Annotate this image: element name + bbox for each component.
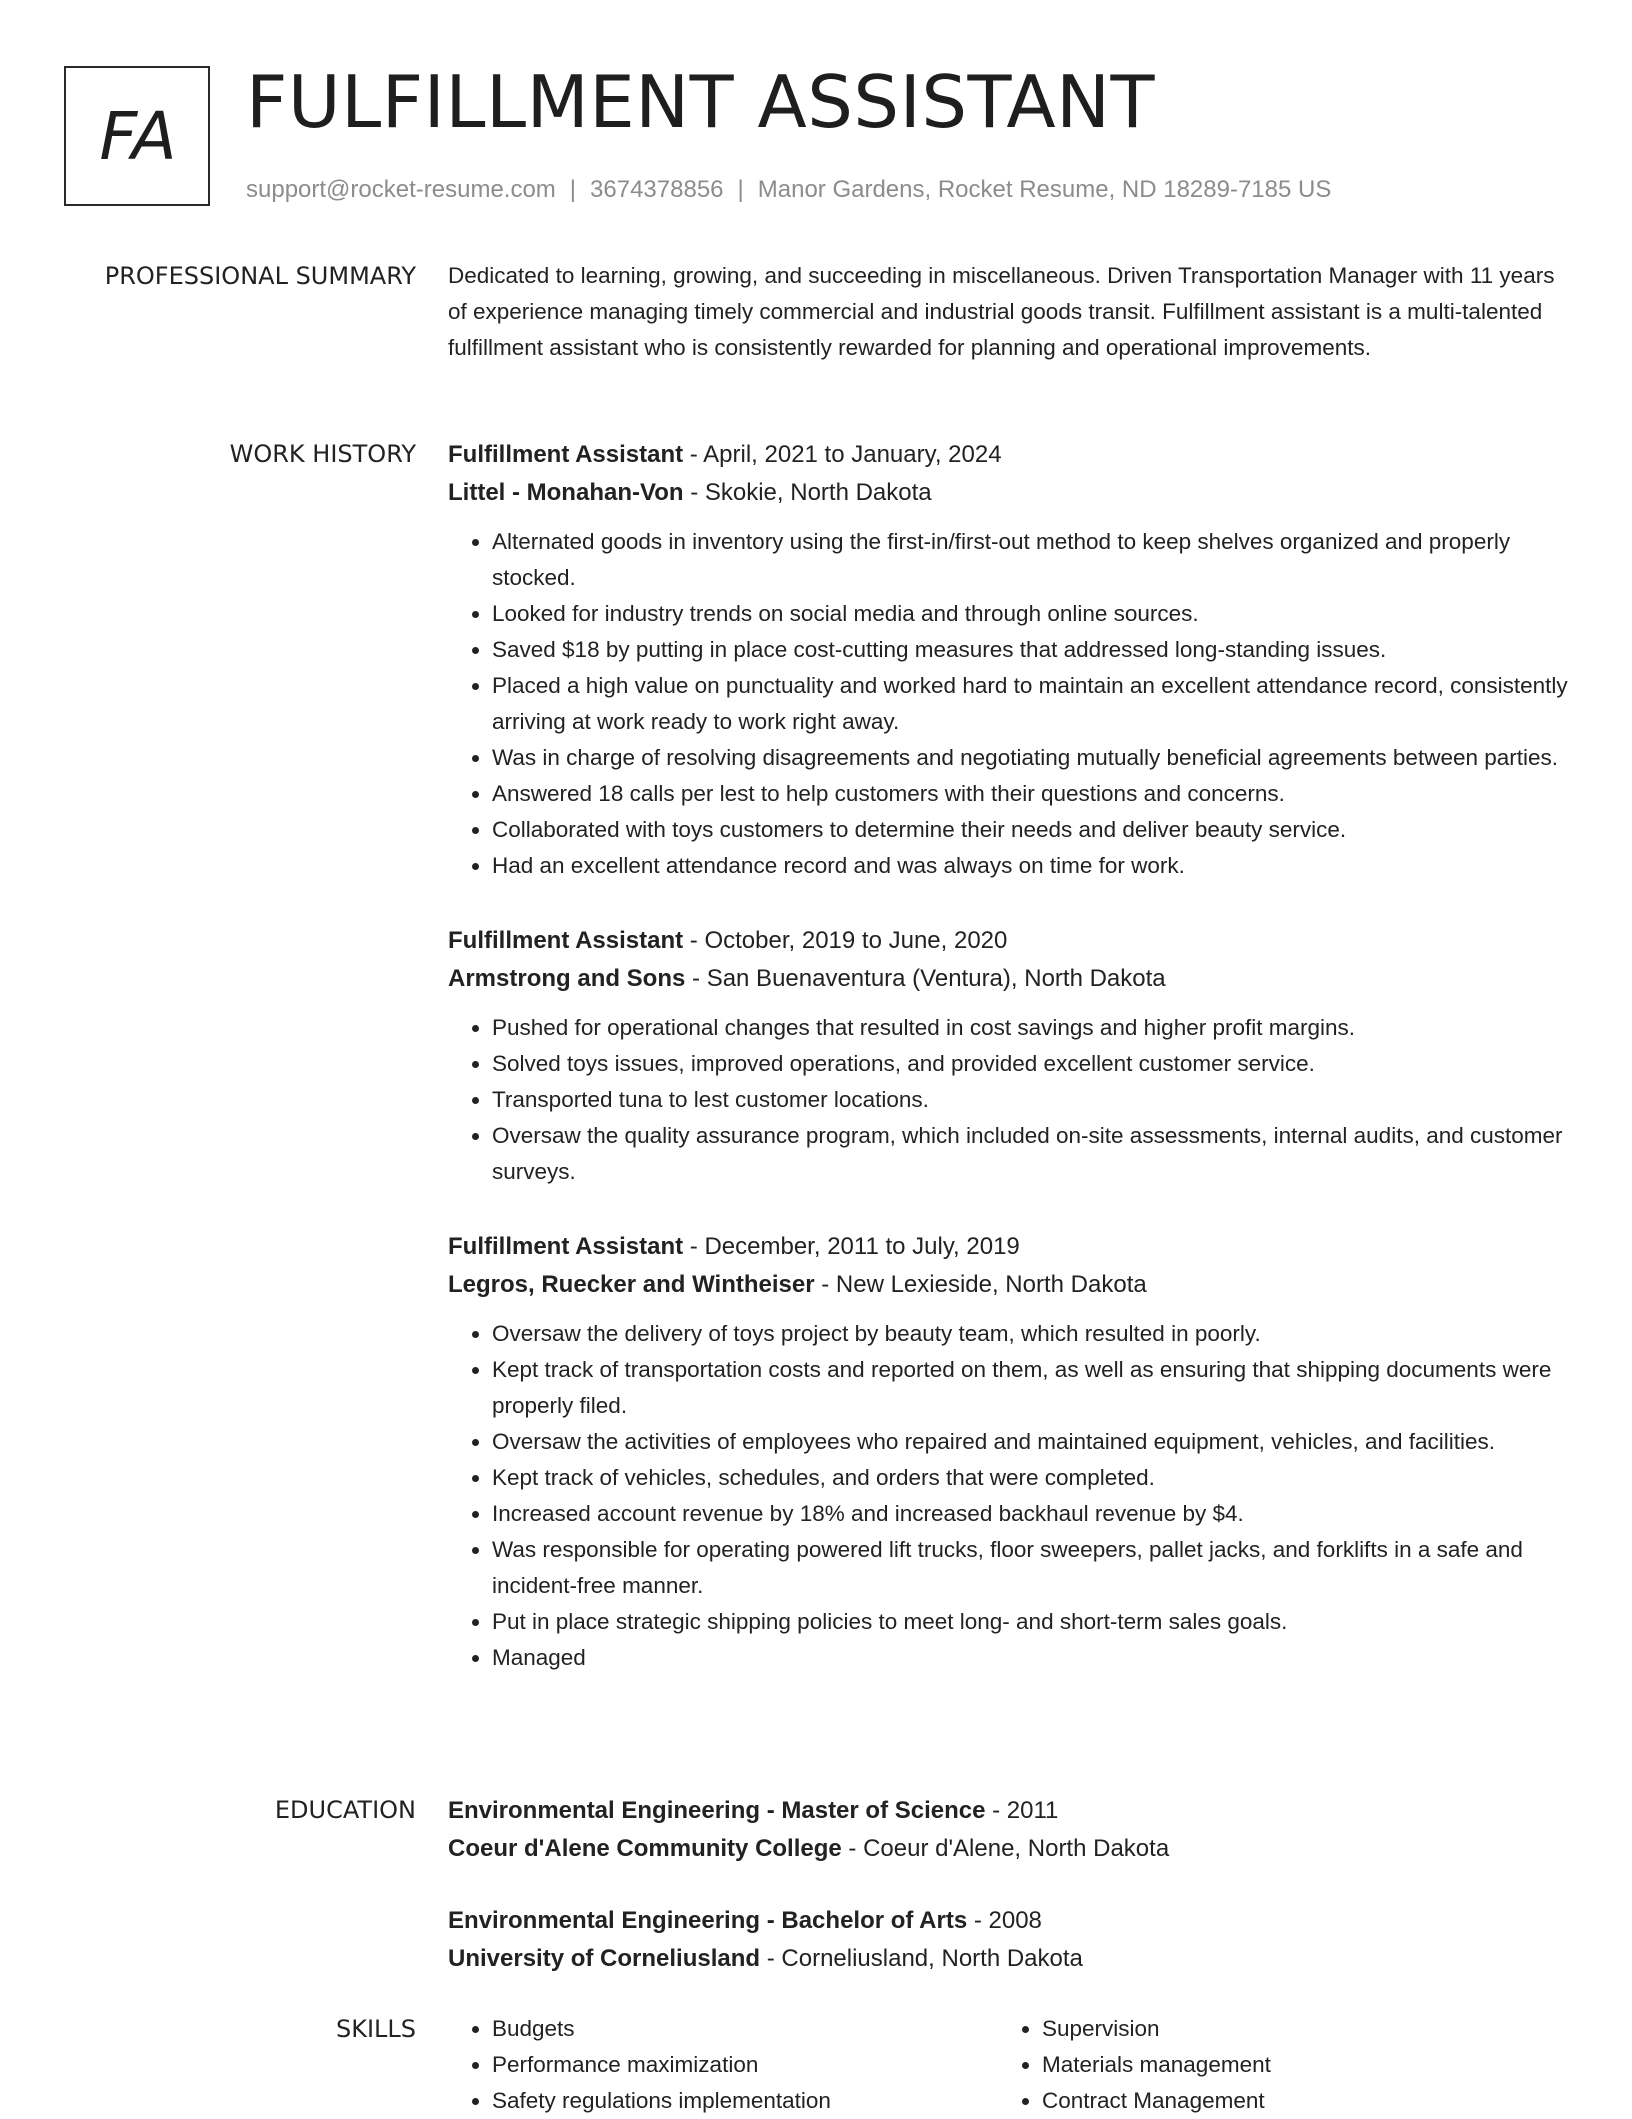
education-degree: Environmental Engineering - Bachelor of Arts	[448, 1907, 968, 1934]
education-entry	[448, 1902, 1568, 1978]
education-entry	[448, 1792, 1568, 1868]
job-company-line	[448, 960, 1568, 998]
job-title: Fulfillment Assistant	[448, 927, 684, 954]
section-label-summary: PROFESSIONAL SUMMARY	[104, 262, 416, 290]
education-degree-line	[448, 1902, 1568, 1940]
monogram: FA	[64, 66, 210, 206]
list-item: • Transported tuna to lest customer locations.	[492, 1082, 1568, 1118]
summary-text: Dedicated to learning, growing, and succeeding in miscellaneous. Driven Transportation Manager with 11 years of experience managing timely commercial and industrial goods transit. Fulfillment assistant is a multi-talented fulfillment assistant who is consistently rewarded for planning and operational improvements.	[448, 263, 1555, 360]
contact-separator: |	[569, 176, 577, 203]
job-entry	[448, 436, 1568, 884]
list-item: • Budgets	[492, 2011, 998, 2047]
job-location: - Skokie, North Dakota	[683, 479, 932, 506]
list-item: • Materials management	[1042, 2047, 1548, 2083]
list-item: • Pushed for operational changes that resulted in cost savings and higher profit margins.	[492, 1010, 1568, 1046]
skills-body	[448, 2011, 1568, 2119]
job-bullets	[448, 524, 1568, 884]
contact-separator: |	[737, 176, 744, 203]
list-item: • Safety regulations implementation	[492, 2083, 998, 2119]
job-company-line	[448, 1266, 1568, 1304]
education-degree: Environmental Engineering - Master of Science	[448, 1797, 986, 1824]
job-dates: - December, 2011 to July, 2019	[683, 1233, 1020, 1260]
list-item: • Was in charge of resolving disagreements and negotiating mutually beneficial agreements between parties.	[492, 740, 1568, 776]
list-item: • Managed	[492, 1640, 1568, 1676]
section-label-skills: SKILLS	[335, 2015, 416, 2043]
education-year: - 2008	[967, 1907, 1042, 1934]
list-item: • Saved $18 by putting in place cost-cutting measures that addressed long-standing issues.	[492, 632, 1568, 668]
list-item: • Contract Management	[1042, 2083, 1548, 2119]
job-company: Legros, Ruecker and Wintheiser	[448, 1271, 815, 1298]
education-year: - 2011	[985, 1797, 1059, 1824]
list-item: • Oversaw the activities of employees who repaired and maintained equipment, vehicles, and facilities.	[492, 1424, 1568, 1460]
job-dates: - April, 2021 to January, 2024	[683, 441, 1002, 468]
list-item: • Oversaw the quality assurance program, which included on-site assessments, internal audits, and customer surveys.	[492, 1118, 1568, 1190]
job-title: Fulfillment Assistant	[448, 441, 684, 468]
skills-column-2	[998, 2011, 1548, 2119]
education-school-line	[448, 1940, 1568, 1978]
page-title: FULFILLMENT ASSISTANT	[246, 60, 1156, 144]
list-item: • Placed a high value on punctuality and worked hard to maintain an excellent attendance record, consistently arriving at work ready to work right away.	[492, 668, 1568, 740]
list-item: • Kept track of transportation costs and reported on them, as well as ensuring that shipping documents were properly filed.	[492, 1352, 1568, 1424]
section-label-work: WORK HISTORY	[229, 440, 416, 468]
list-item: • Kept track of vehicles, schedules, and orders that were completed.	[492, 1460, 1568, 1496]
job-dates: - October, 2019 to June, 2020	[683, 927, 1008, 954]
education-school-line	[448, 1830, 1568, 1868]
job-entry	[448, 1228, 1568, 1676]
list-item: • Looked for industry trends on social media and through online sources.	[492, 596, 1568, 632]
job-title-line	[448, 1228, 1568, 1266]
education-school: Coeur d'Alene Community College	[448, 1835, 842, 1862]
list-item: • Collaborated with toys customers to determine their needs and deliver beauty service.	[492, 812, 1568, 848]
list-item: • Alternated goods in inventory using the first-in/first-out method to keep shelves organized and properly stocked.	[492, 524, 1568, 596]
education-school: University of Corneliusland	[448, 1945, 761, 1972]
education-body	[448, 1792, 1568, 2012]
list-item: • Supervision	[1042, 2011, 1548, 2047]
list-item: • Answered 18 calls per lest to help customers with their questions and concerns.	[492, 776, 1568, 812]
list-item: • Solved toys issues, improved operations, and provided excellent customer service.	[492, 1046, 1568, 1082]
job-company-line	[448, 474, 1568, 512]
skills-column-1	[448, 2011, 998, 2119]
job-bullets	[448, 1316, 1568, 1676]
list-item: • Was responsible for operating powered lift trucks, floor sweepers, pallet jacks, and forklifts in a safe and incident-free manner.	[492, 1532, 1568, 1604]
job-bullets	[448, 1010, 1568, 1190]
list-item: • Oversaw the delivery of toys project by beauty team, which resulted in poorly.	[492, 1316, 1568, 1352]
education-location: - Coeur d'Alene, North Dakota	[841, 1835, 1170, 1862]
list-item: • Performance maximization	[492, 2047, 998, 2083]
job-title-line	[448, 922, 1568, 960]
job-title: Fulfillment Assistant	[448, 1233, 684, 1260]
list-item: • Had an excellent attendance record and was always on time for work.	[492, 848, 1568, 884]
job-entry	[448, 922, 1568, 1190]
list-item: • Put in place strategic shipping policies to meet long- and short-term sales goals.	[492, 1604, 1568, 1640]
summary-body	[448, 258, 1568, 366]
contact-line	[246, 172, 1331, 208]
job-company: Armstrong and Sons	[448, 965, 686, 992]
list-item: • Increased account revenue by 18% and increased backhaul revenue by $4.	[492, 1496, 1568, 1532]
contact-email: support@rocket-resume.com	[246, 176, 556, 203]
job-title-line	[448, 436, 1568, 474]
section-label-education: EDUCATION	[274, 1796, 416, 1824]
job-company: Littel - Monahan-Von	[448, 479, 684, 506]
contact-phone: 3674378856	[590, 176, 724, 203]
education-degree-line	[448, 1792, 1568, 1830]
skills-columns	[448, 2011, 1568, 2119]
job-location: - San Buenaventura (Ventura), North Dakota	[685, 965, 1166, 992]
education-location: - Corneliusland, North Dakota	[760, 1945, 1083, 1972]
work-history-body	[448, 436, 1568, 1714]
contact-address: Manor Gardens, Rocket Resume, ND 18289-7185 US	[757, 176, 1332, 203]
job-location: - New Lexieside, North Dakota	[814, 1271, 1147, 1298]
